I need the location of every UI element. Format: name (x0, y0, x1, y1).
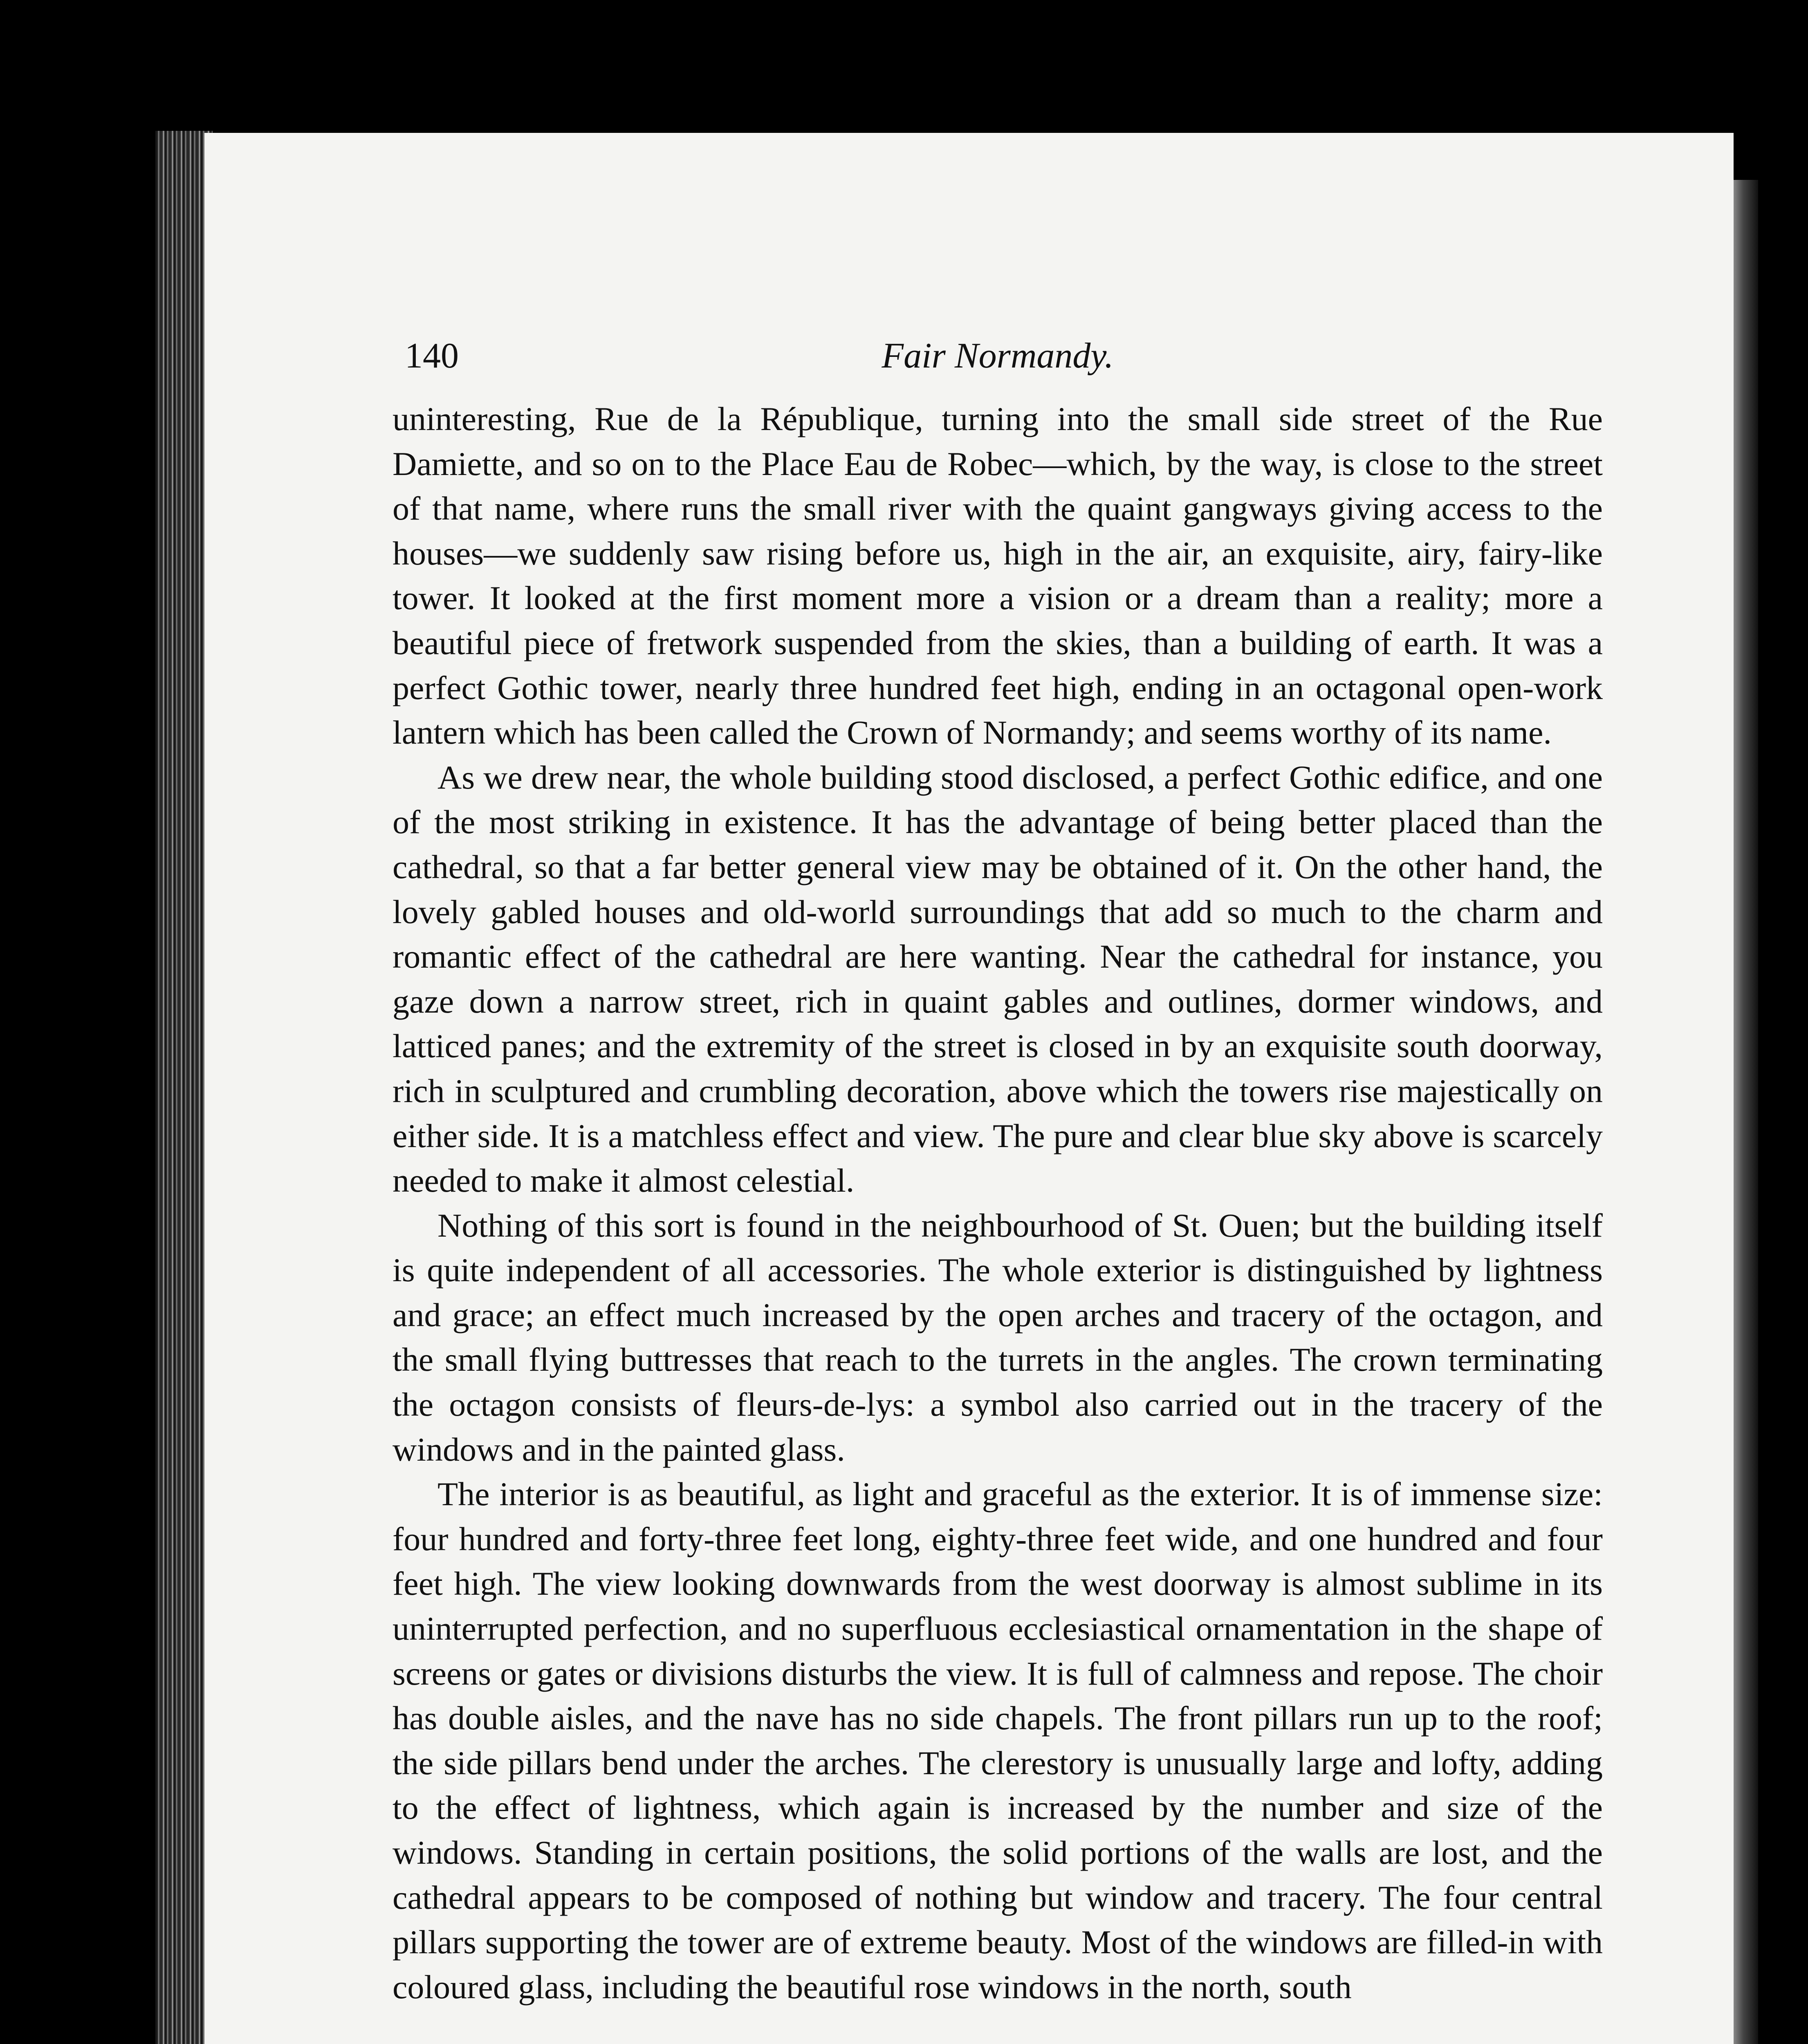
paragraph: Nothing of this sort is found in the neighbourhood of St. Ouen; but the building itself is quite independent of all accessories. The whole exterior is distinguished by lightness and grace; an effect much increased by the open arches and tracery of the octagon, and the small flying buttresses that reach to the turrets in the angles. The crown terminating the octagon consists of fleurs-de-lys: a symbol also carried out in the tracery of the windows and in the painted glass. (393, 1206, 1603, 1468)
page-edge-shadow (1734, 180, 1758, 2044)
running-head (393, 335, 1603, 397)
text-block (393, 335, 1603, 2009)
book-spine (155, 131, 213, 2044)
paragraph: As we drew near, the whole building stood disclosed, a perfect Gothic edifice, and one of the most striking in existence. It has the advantage of being better placed than the cathedral, so that a far better general view may be obtained of it. On the other hand, the lovely gabled houses and old-world surroundings that add so much to the charm and romantic effect of the cathedral are here wanting. Near the cathedral for instance, you gaze down a narrow street, rich in quaint gables and outlines, dormer windows, and latticed panes; and the extremity of the street is closed in by an exquisite south doorway, rich in sculptured and crumbling decoration, above which the towers rise majestically on either side. It is a matchless effect and view. The pure and clear blue sky above is scarcely needed to make it almost celestial. (393, 758, 1603, 1199)
page-number: 140 (405, 336, 459, 376)
paragraph: The interior is as beautiful, as light and graceful as the exterior. It is of immense size: four hundred and forty-three feet long, eighty-three feet wide, and one hundred and four feet high. The view looking downwards from the west doorway is almost sublime in its uninterrupted perfection, and no superfluous ecclesiastical ornamentation in the shape of screens or gates or divisions disturbs the view. It is full of calmness and repose. The choir has double aisles, and the nave has no side chapels. The front pillars run up to the roof; the side pillars bend under the arches. The clerestory is unusually large and lofty, adding to the effect of lightness, which again is increased by the number and size of the windows. Standing in certain positions, the solid portions of the walls are lost, and the cathedral appears to be composed of nothing but window and tracery. The four central pillars supporting the tower are of extreme beauty. Most of the windows are filled-in with coloured glass, including the beautiful rose windows in the north, south (393, 1475, 1603, 2006)
paragraph-continued: uninteresting, Rue de la République, turning into the small side street of the Rue Damiette, and so on to the Place Eau de Robec—which, by the way, is close to the street of that name, where runs the small river with the quaint gangways giving access to the houses—we suddenly saw rising before us, high in the air, an exquisite, airy, fairy-like tower. It looked at the first moment more a vision or a dream than a reality; more a beautiful piece of fretwork suspended from the skies, than a building of earth. It was a perfect Gothic tower, nearly three hundred feet high, ending in an octagonal open-work lantern which has been called the Crown of Normandy; and seems worthy of its name. (393, 400, 1603, 751)
running-title: Fair Normandy. (882, 336, 1114, 376)
